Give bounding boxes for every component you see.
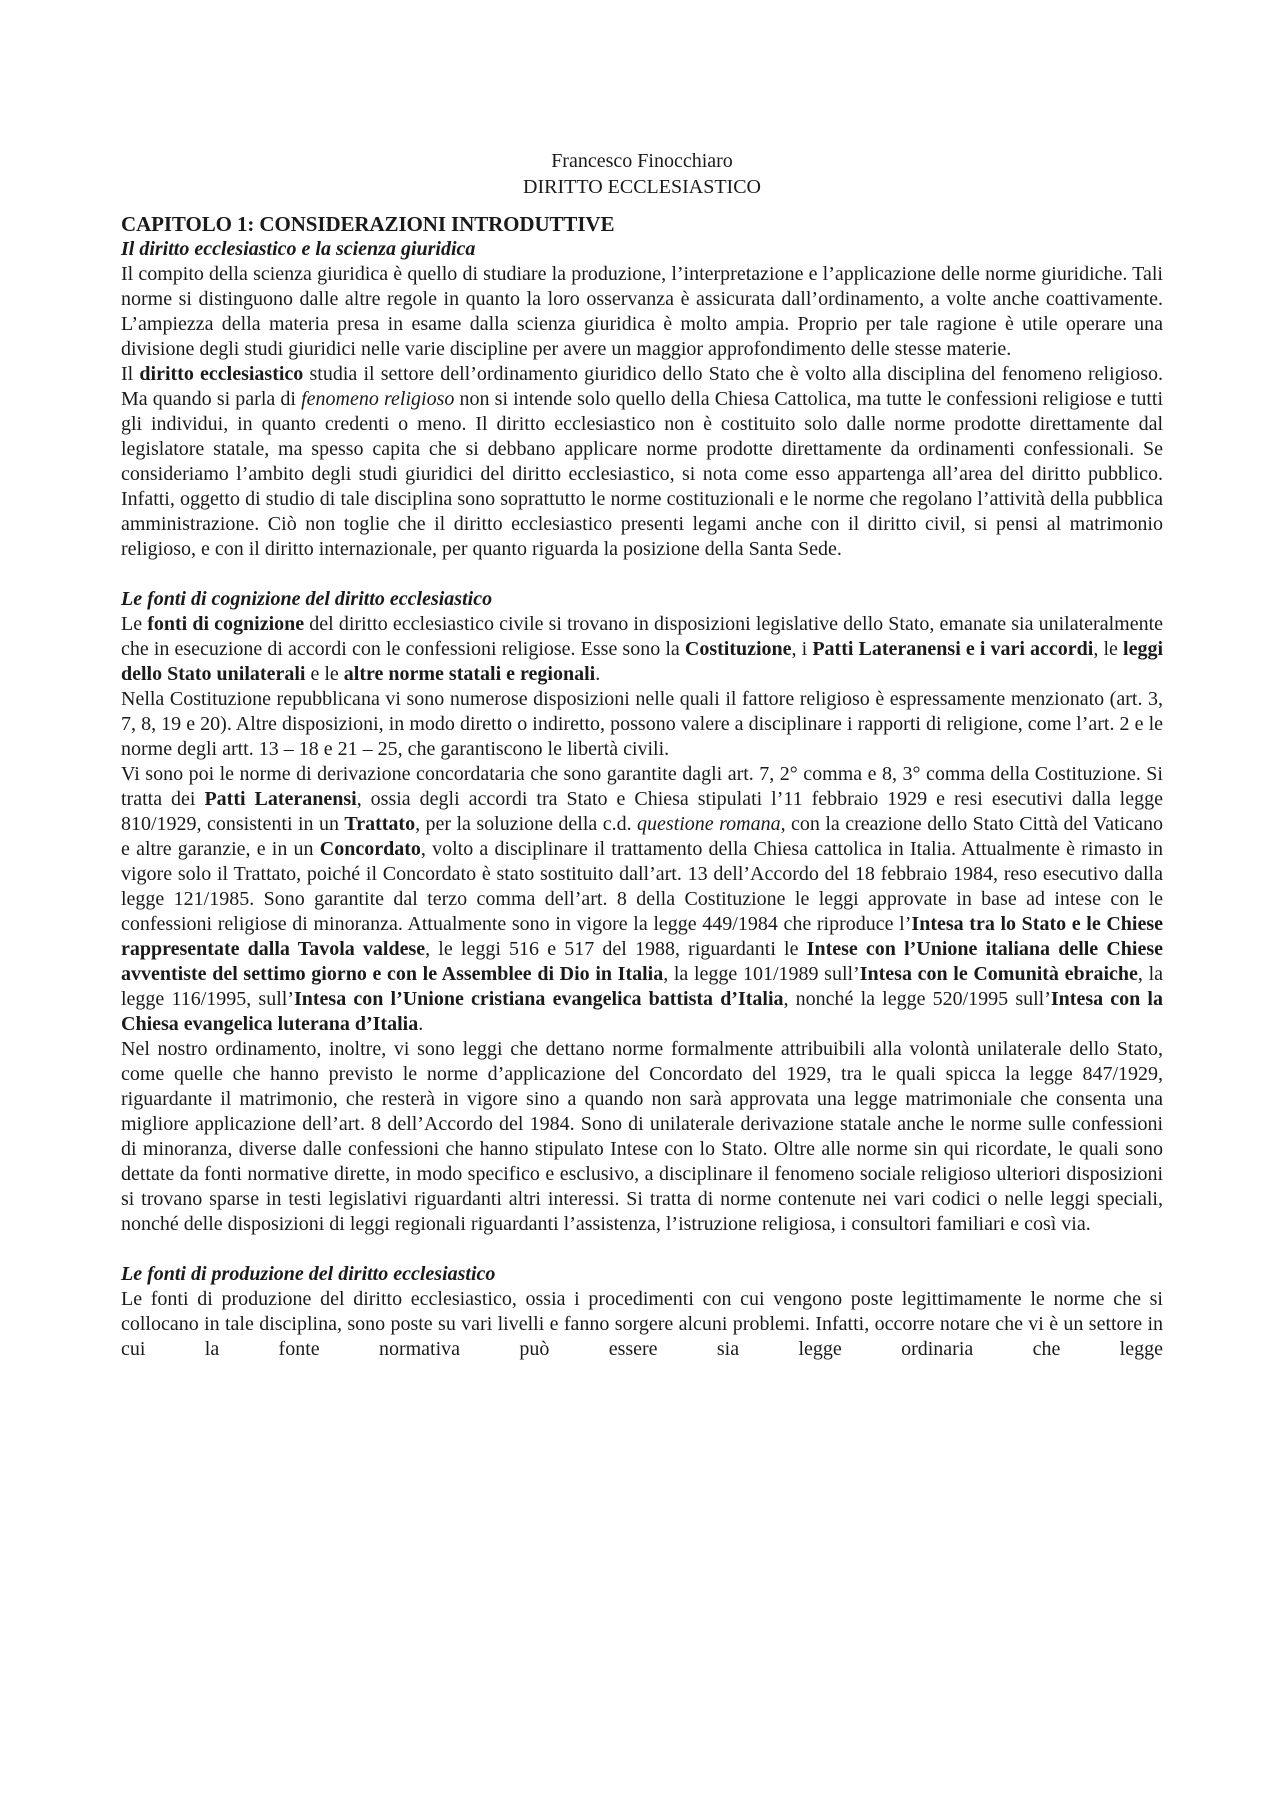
paragraph: Vi sono poi le norme di derivazione concordataria che sono garantite dagli art. 7, 2° comma e 8, 3° comma della Costituzione. Si tratta dei Patti Lateranensi, ossia degli accordi tra Stato e Chiesa stipulati l’11 febbraio 1929 e resi esecutivi dalla legge 810/1929, consistenti in un Trattato, per la soluzione della c.d. questione romana, con la creazione dello Stato Città del Vaticano e altre garanzie, e in un Concordato, volto a disciplinare il trattamento della Chiesa cattolica in Italia. Attualmente è rimasto in vigore solo il Trattato, poiché il Concordato è stato sostituito dall’art. 13 dell’Accordo del 18 febbraio 1984, reso esecutivo dalla legge 121/1985. Sono garantite dal terzo comma dell’art. 8 della Costituzione le leggi approvate in base ad intese con le confessioni religiose di minoranza. Attualmente sono in vigore la legge 449/1984 che riproduce l’Intesa tra lo Stato e le Chiese rappresentate dalla Tavola valdese, le leggi 516 e 517 del 1988, riguardanti le Intese con l’Unione italiana delle Chiese avventiste del settimo giorno e con le Assemblee di Dio in Italia, la legge 101/1989 sull’Intesa con le Comunità ebraiche, la legge 116/1995, sull’Intesa con l’Unione cristiana evangelica battista d’Italia, nonché la legge 520/1995 sull’Intesa con la Chiesa evangelica luterana d’Italia. bbox=[121, 763, 1164, 1035]
paragraph: Nel nostro ordinamento, inoltre, vi sono leggi che dettano norme formalmente attribuibili alla volontà unilaterale dello Stato, come quelle che hanno previsto le norme d’applicazione del Concordato del 1929, tra le quali spicca la legge 847/1929, riguardante il matrimonio, che resterà in vigore sino a quando non sarà approvata una legge matrimoniale che consenta una migliore applicazione dell’art. 8 dell’Accordo del 1984. Sono di unilaterale derivazione statale anche le norme sulle confessioni di minoranza, diverse dalle confessioni che hanno stipulato Intese con lo Stato. Oltre alle norme sin qui ricordate, le quali sono dettate da fonti normative dirette, in modo specifico e esclusivo, a disciplinare il fenomeno sociale religioso ulteriori disposizioni si trovano sparse in testi legislativi riguardanti altri interessi. Si tratta di norme contenute nei vari codici o nelle leggi speciali, nonché delle disposizioni di leggi regionali riguardanti l’assistenza, l’istruzione religiosa, i consultori familiari e così via. bbox=[121, 1038, 1163, 1235]
author-name: Francesco Finocchiaro bbox=[551, 150, 733, 172]
document-title: DIRITTO ECCLESIASTICO bbox=[523, 176, 761, 198]
section-title-scienza-giuridica: Il diritto ecclesiastico e la scienza giuridica bbox=[121, 238, 476, 260]
chapter-title: CAPITOLO 1: CONSIDERAZIONI INTRODUTTIVE bbox=[121, 212, 615, 236]
paragraph: Il compito della scienza giuridica è quello di studiare la produzione, l’interpretazione e l’applicazione delle norme giuridiche. Tali norme si distinguono dalle altre regole in quanto la loro osservanza è assicurata dall’ordinamento, a volte anche coattivamente. L’ampiezza della materia presa in esame dalla scienza giuridica è molto ampia. Proprio per tale ragione è utile operare una divisione degli studi giuridici nelle varie discipline per avere un maggior approfondimento delle stesse materie. bbox=[121, 263, 1163, 360]
section-title-fonti-cognizione: Le fonti di cognizione del diritto ecclesiastico bbox=[121, 588, 493, 610]
paragraph: Le fonti di produzione del diritto ecclesiastico, ossia i procedimenti con cui vengono poste legittimamente le norme che si collocano in tale disciplina, sono poste su vari livelli e fanno sorgere alcuni problemi. Infatti, occorre notare che vi è un settore in cui la fonte normativa può essere sia legge ordinaria che legge bbox=[121, 1288, 1163, 1360]
document-page bbox=[121, 148, 1163, 1362]
document-header bbox=[121, 148, 1163, 200]
paragraph: Nella Costituzione repubblicana vi sono numerose disposizioni nelle quali il fattore religioso è espressamente menzionato (art. 3, 7, 8, 19 e 20). Altre disposizioni, in modo diretto o indiretto, possono valere a disciplinare i rapporti di religione, come l’art. 2 e le norme degli artt. 13 – 18 e 21 – 25, che garantiscono le libertà civili. bbox=[121, 688, 1163, 760]
paragraph: Le fonti di cognizione del diritto ecclesiastico civile si trovano in disposizioni legislative dello Stato, emanate sia unilateralmente che in esecuzione di accordi con le confessioni religiose. Esse sono la Costituzione, i Patti Lateranensi e i vari accordi, le leggi dello Stato unilaterali e le altre norme statali e regionali. bbox=[121, 613, 1164, 685]
paragraph: Il diritto ecclesiastico studia il settore dell’ordinamento giuridico dello Stato che è volto alla disciplina del fenomeno religioso. Ma quando si parla di fenomeno religioso non si intende solo quello della Chiesa Cattolica, ma tutte le confessioni religiose e tutti gli individui, in quanto credenti o meno. Il diritto ecclesiastico non è costituito solo dalle norme prodotte direttamente dal legislatore statale, ma spesso capita che si debbano applicare norme prodotte direttamente da ordinamenti confessionali. Se consideriamo l’ambito degli studi giuridici del diritto ecclesiastico, si nota come esso appartenga all’area del diritto pubblico. Infatti, oggetto di studio di tale disciplina sono soprattutto le norme costituzionali e le norme che regolano l’attività della pubblica amministrazione. Ciò non toglie che il diritto ecclesiastico presenti legami anche con il diritto civil, si pensi al matrimonio religioso, e con il diritto internazionale, per quanto riguarda la posizione della Santa Sede. bbox=[121, 363, 1164, 560]
section-title-fonti-produzione: Le fonti di produzione del diritto ecclesiastico bbox=[121, 1263, 496, 1285]
